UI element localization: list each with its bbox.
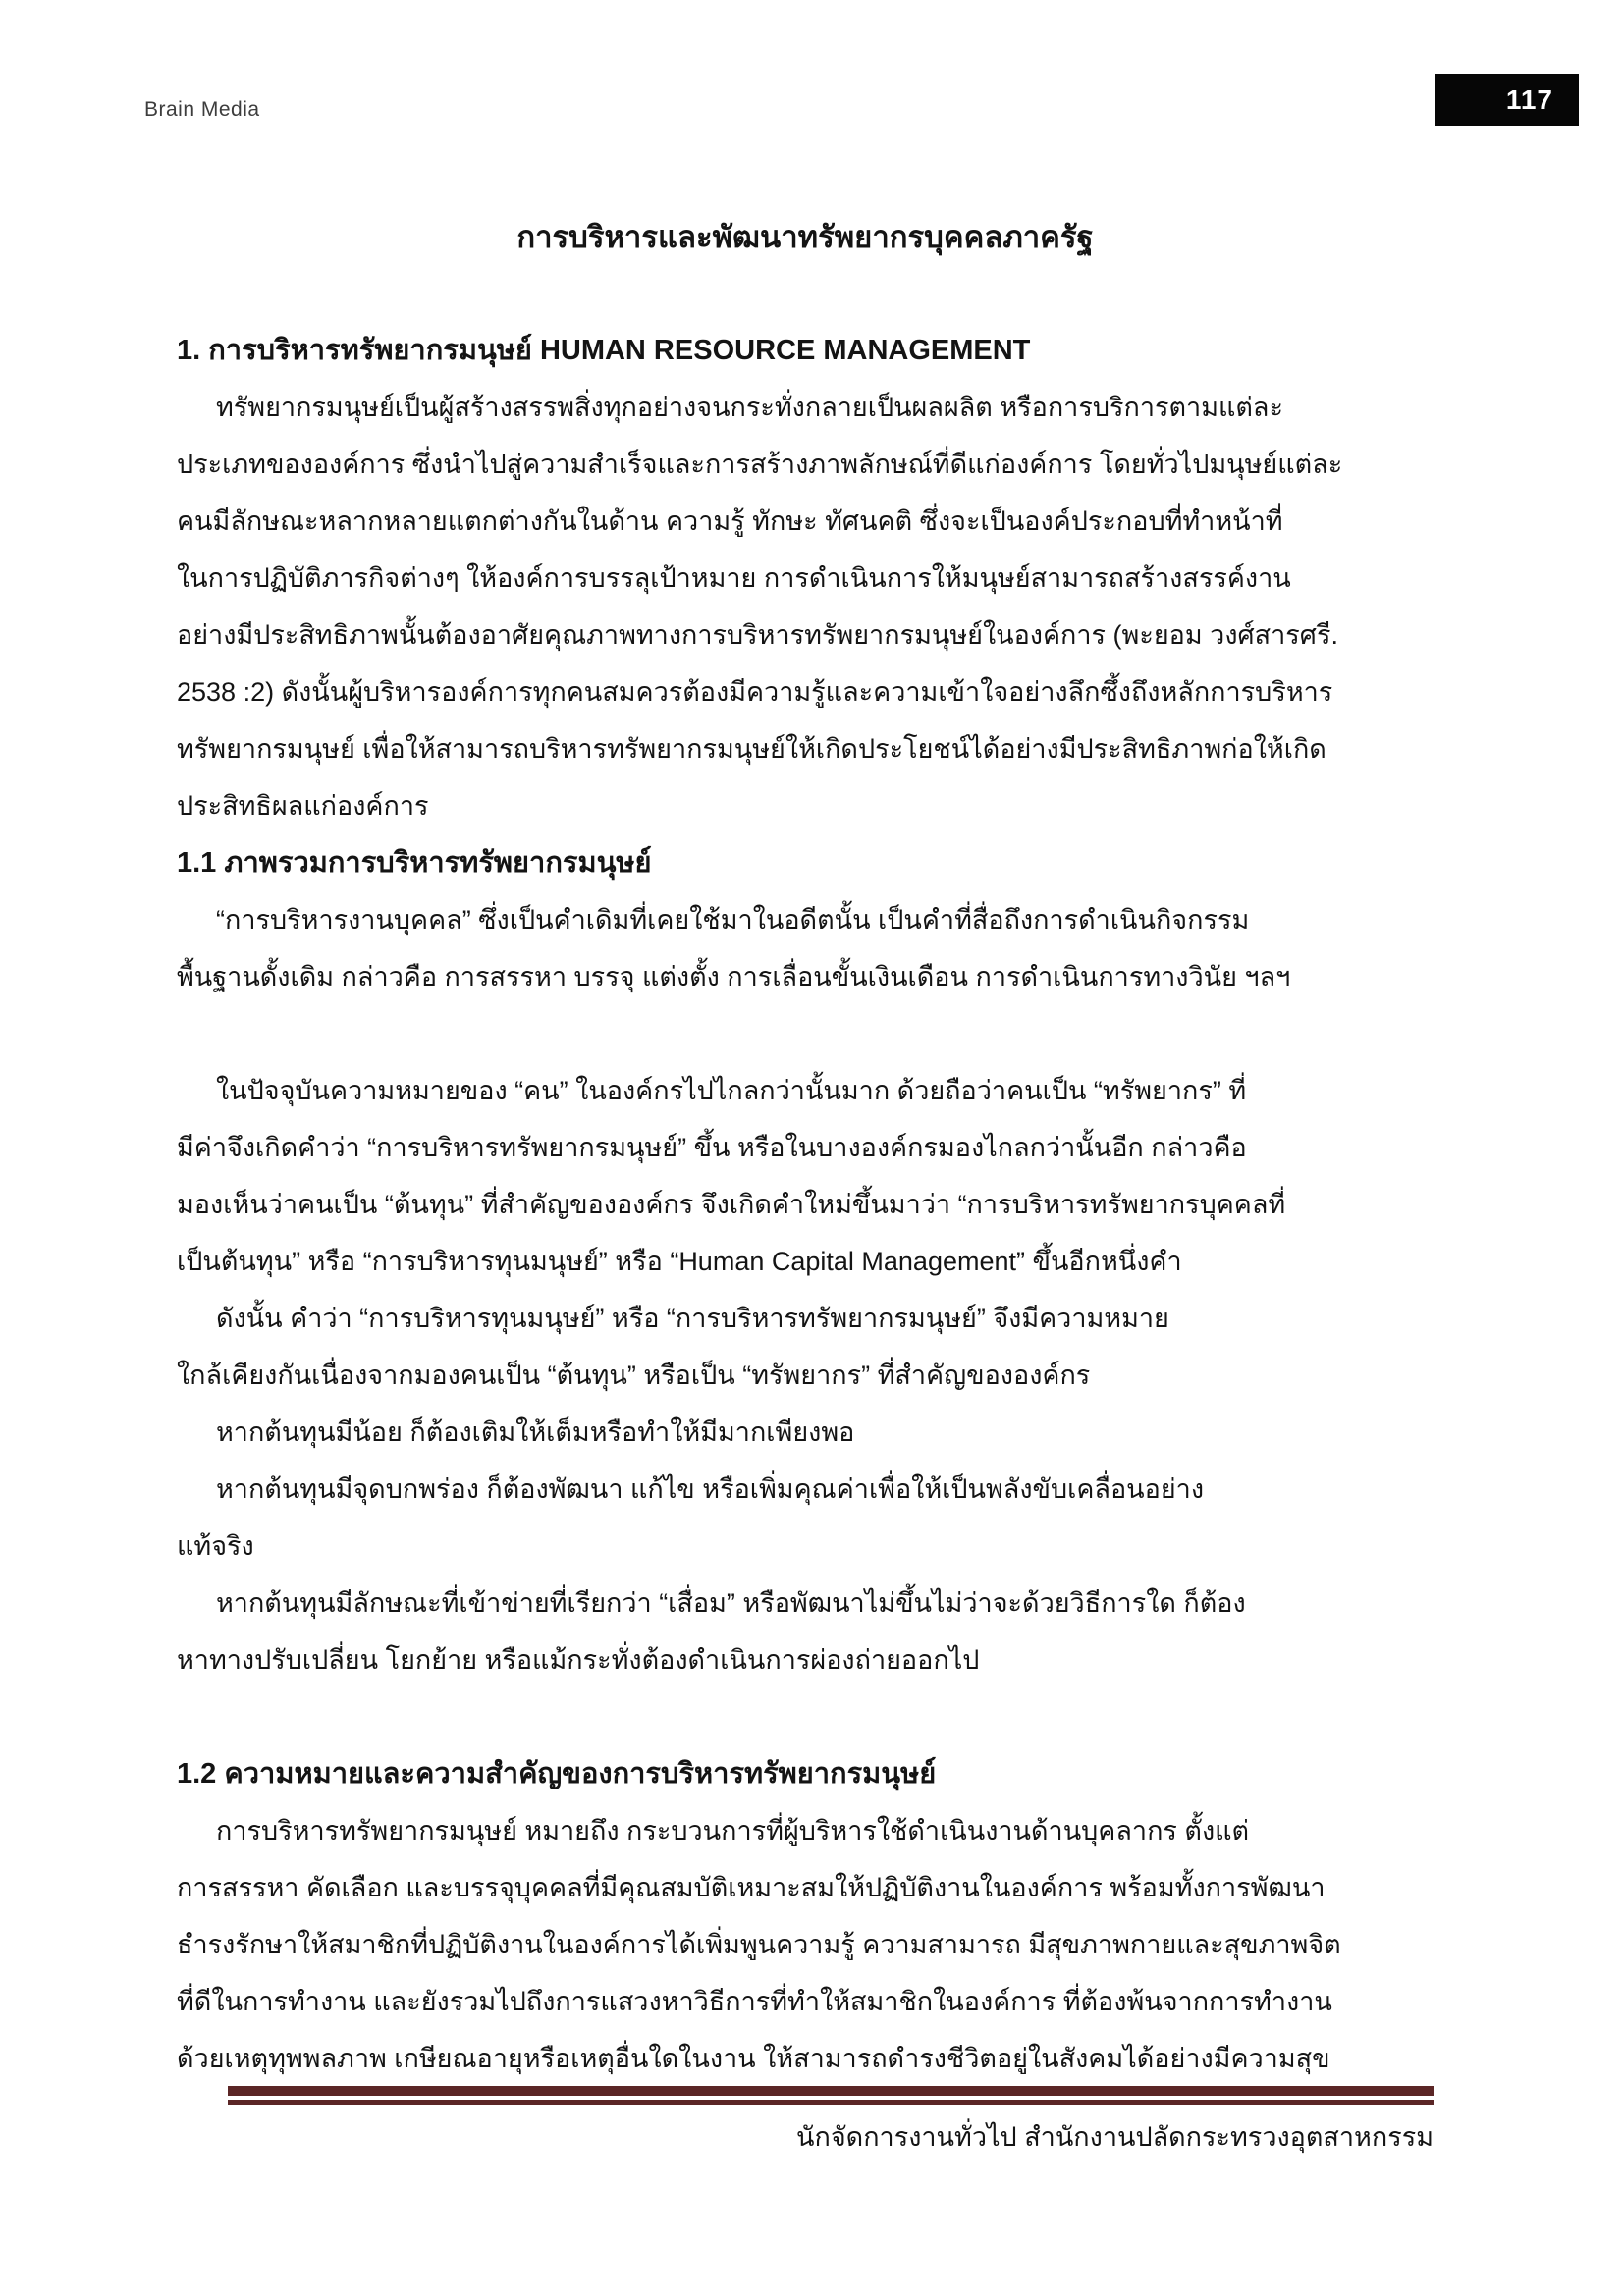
page-number-box xyxy=(1435,74,1579,126)
paragraph-line: ในการปฏิบัติภารกิจต่างๆ ให้องค์การบรรลุเป้าหมาย การดำเนินการให้มนุษย์สามารถสร้างสรรค์งาน xyxy=(177,563,1291,593)
paragraph xyxy=(177,1802,1434,2087)
paragraph xyxy=(177,1461,1434,1575)
footer-divider-thick-bar xyxy=(228,2086,1434,2096)
paragraph-line: ในปัจจุบันความหมายของ “คน” ในองค์กรไปไกลกว่านั้นมาก ด้วยถือว่าคนเป็น “ทรัพยากร” ที่ xyxy=(216,1076,1247,1105)
page-number: 117 xyxy=(1505,83,1553,115)
footer-divider xyxy=(228,2086,1434,2105)
paragraph-line: ที่ดีในการทำงาน และยังรวมไปถึงการแสวงหาวิธีการที่ทำให้สมาชิกในองค์การ ที่ต้องพ้นจากการทำงาน xyxy=(177,1987,1332,2016)
paragraph xyxy=(177,1404,1434,1461)
section-heading: 1.1 ภาพรวมการบริหารทรัพยากรมนุษย์ xyxy=(177,847,652,879)
page-title: การบริหารและพัฒนาทรัพยากรบุคคลภาครัฐ xyxy=(516,220,1094,254)
paragraph-line: หากต้นทุนมีจุดบกพร่อง ก็ต้องพัฒนา แก้ไข หรือเพิ่มคุณค่าเพื่อให้เป็นพลังขับเคลื่อนอย่าง xyxy=(216,1474,1205,1504)
paragraph xyxy=(177,379,1434,834)
paragraph-line: พื้นฐานดั้งเดิม กล่าวคือ การสรรหา บรรจุ แต่งตั้ง การเลื่อนขั้นเงินเดือน การดำเนินการทางวินัย ฯลฯ xyxy=(177,962,1291,991)
paragraph xyxy=(177,1575,1434,1688)
paragraph-line: มีค่าจึงเกิดคำว่า “การบริหารทรัพยากรมนุษย์” ขึ้น หรือในบางองค์กรมองไกลกว่านั้นอีก กล่าวคือ xyxy=(177,1133,1247,1162)
paragraph-line: ประเภทขององค์การ ซึ่งนำไปสู่ความสำเร็จและการสร้างภาพลักษณ์ที่ดีแก่องค์การ โดยทั่วไปมนุษย์แต่ละ xyxy=(177,450,1343,479)
footer-credit: นักจัดการงานทั่วไป สำนักงานปลัดกระทรวงอุตสาหกรรม xyxy=(796,2122,1434,2152)
paragraph-line: “การบริหารงานบุคคล” ซึ่งเป็นคำเดิมที่เคยใช้มาในอดีตนั้น เป็นคำที่สื่อถึงการดำเนินกิจกรรม xyxy=(216,905,1250,934)
paragraph-line: การบริหารทรัพยากรมนุษย์ หมายถึง กระบวนการที่ผู้บริหารใช้ดำเนินงานด้านบุคลากร ตั้งแต่ xyxy=(216,1816,1250,1845)
paragraph xyxy=(177,1290,1434,1404)
paragraph-spacer xyxy=(177,1005,1434,1062)
paragraph-line: หากต้นทุนมีลักษณะที่เข้าข่ายที่เรียกว่า “เสื่อม” หรือพัฒนาไม่ขึ้นไม่ว่าจะด้วยวิธีการใด ก็ต้อง xyxy=(216,1588,1246,1618)
paragraph-line: ทรัพยากรมนุษย์ เพื่อให้สามารถบริหารทรัพยากรมนุษย์ให้เกิดประโยชน์ได้อย่างมีประสิทธิภาพก่อให้เกิด xyxy=(177,734,1326,764)
paragraph-line: ประสิทธิผลแก่องค์การ xyxy=(177,791,429,821)
paragraph-line: เป็นต้นทุน” หรือ “การบริหารทุนมนุษย์” หรือ “Human Capital Management” ขึ้นอีกหนึ่งคำ xyxy=(177,1247,1182,1276)
footer-divider-thin-bar xyxy=(228,2100,1434,2105)
paragraph-line: ดังนั้น คำว่า “การบริหารทุนมนุษย์” หรือ “การบริหารทรัพยากรมนุษย์” จึงมีความหมาย xyxy=(216,1304,1169,1333)
document-content xyxy=(177,208,1434,2087)
paragraph-line: การสรรหา คัดเลือก และบรรจุบุคคลที่มีคุณสมบัติเหมาะสมให้ปฏิบัติงานในองค์การ พร้อมทั้งการพัฒนา xyxy=(177,1873,1326,1902)
paragraph-line: ธำรงรักษาให้สมาชิกที่ปฏิบัติงานในองค์การได้เพิ่มพูนความรู้ ความสามารถ มีสุขภาพกายและสุขภาพจิต xyxy=(177,1930,1341,1959)
paragraph-line: แท้จริง xyxy=(177,1531,254,1561)
section-heading: 1. การบริหารทรัพยากรมนุษย์ HUMAN RESOURCE MANAGEMENT xyxy=(177,335,1031,366)
brand-label: Brain Media xyxy=(144,98,260,121)
paragraph-line: อย่างมีประสิทธิภาพนั้นต้องอาศัยคุณภาพทางการบริหารทรัพยากรมนุษย์ในองค์การ (พะยอม วงศ์สารศรี. xyxy=(177,620,1338,650)
paragraph-line: 2538 :2) ดังนั้นผู้บริหารองค์การทุกคนสมควรต้องมีความรู้และความเข้าใจอย่างลึกซึ้งถึงหลักการบริหาร xyxy=(177,677,1333,707)
paragraph-line: ทรัพยากรมนุษย์เป็นผู้สร้างสรรพสิ่งทุกอย่างจนกระทั่งกลายเป็นผลผลิต หรือการบริการตามแต่ละ xyxy=(216,393,1283,422)
paragraph-line: ด้วยเหตุทุพพลภาพ เกษียณอายุหรือเหตุอื่นใดในงาน ให้สามารถดำรงชีวิตอยู่ในสังคมได้อย่างมีความสุข xyxy=(177,2044,1330,2073)
paragraph-line: หากต้นทุนมีน้อย ก็ต้องเติมให้เต็มหรือทำให้มีมากเพียงพอ xyxy=(216,1417,855,1447)
section-heading: 1.2 ความหมายและความสำคัญของการบริหารทรัพยากรมนุษย์ xyxy=(177,1758,937,1789)
paragraph-spacer xyxy=(177,1688,1434,1745)
paragraph xyxy=(177,1062,1434,1290)
paragraph-line: หาทางปรับเปลี่ยน โยกย้าย หรือแม้กระทั่งต้องดำเนินการผ่องถ่ายออกไป xyxy=(177,1645,980,1675)
paragraph-line: มองเห็นว่าคนเป็น “ต้นทุน” ที่สำคัญขององค์กร จึงเกิดคำใหม่ขึ้นมาว่า “การบริหารทรัพยากรบุคคลที่ xyxy=(177,1190,1286,1219)
paragraph-line: คนมีลักษณะหลากหลายแตกต่างกันในด้าน ความรู้ ทักษะ ทัศนคติ ซึ่งจะเป็นองค์ประกอบที่ทำหน้าที่ xyxy=(177,507,1283,536)
paragraph-line: ใกล้เคียงกันเนื่องจากมองคนเป็น “ต้นทุน” หรือเป็น “ทรัพยากร” ที่สำคัญขององค์กร xyxy=(177,1361,1091,1390)
paragraph xyxy=(177,891,1434,1005)
